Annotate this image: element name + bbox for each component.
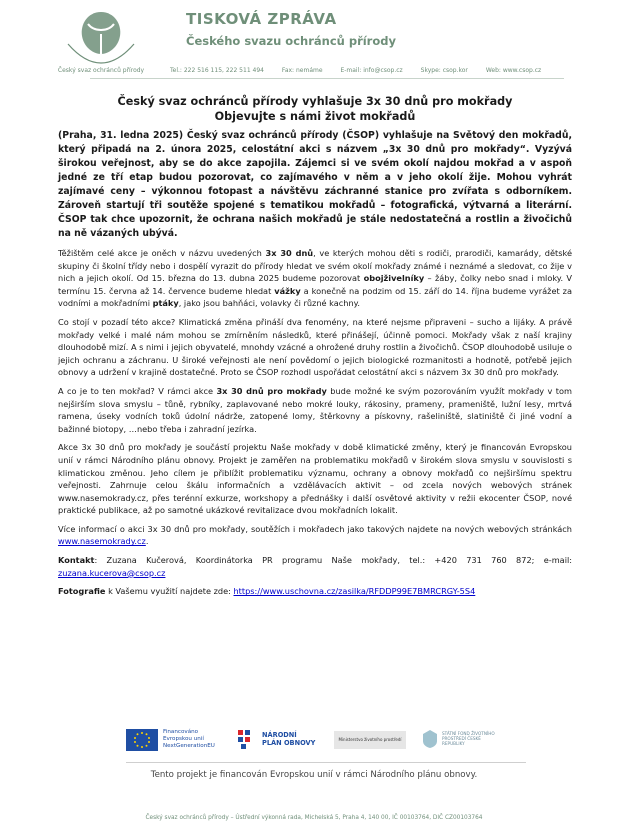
contact-phone: Tel.: 222 516 115, 222 511 494 (170, 67, 264, 74)
paragraph-4: Akce 3x 30 dnů pro mokřady je součástí projektu Naše mokřady v době klimatické změny, který je financován Evropskou unií v rámci Národního plánu obnovy. Projekt je zaměřen na problematiku mokřadů v širokém slova smyslu v souvislosti s klimatickou změnou. Jeho cílem je přiblížit problematiku významu, ochrany a obnovy mokřadů co nejširšímu spektru veřejnosti. Zahrnuje celou škálu informačních a vzdělávacích aktivit – od zcela nových webových stránek www.nasemokrady.cz, přes terénní exkurze, workshopy a přednášky i další osvětové aktivity v režii ekocenter ČSOP, nové praktické publikace, až po samotné ukázkové revitalizace dvou mokřadních lokalit. (58, 442, 572, 516)
article-title-line1: Český svaz ochránců přírody vyhlašuje 3x 30 dnů pro mokřady (117, 95, 513, 108)
bold-span: ptáky (152, 298, 179, 309)
eu-funding-text (163, 729, 215, 750)
paragraph-2: Co stojí v pozadí této akce? Klimatická změna přináší dva fenomény, na které nejsme připraveni – sucho a lijáky. A právě mokřady velké i malé nám mohou se zmírněním následků, které přinášejí, účinně pomoci. Mokřady však z naší krajiny dlouhodobě mizí. A s nimi i jejich obyvatelé, mnohdy vzácné a ohrožené druhy rostlin a živočichů. ČSOP dlouhodobě usiluje o jejich ochranu a záchranu. U široké veřejnosti ale není povědomí o jejich biologické rozmanitosti a hodnotě, potřebě jejich obnovy a udržení v krajině dostatečné. Proto se ČSOP rozhodl uspořádat celostátní akci s názvem 3x 30 dnů pro mokřady. (58, 316, 572, 378)
text-span: , jako jsou bahňáci, volavky či různé kachny. (178, 298, 360, 309)
photo-link[interactable]: https://www.uschovna.cz/zasilka/RFDDP99E7BMRCRGY-5S4 (233, 586, 476, 597)
paragraph-3 (58, 385, 572, 435)
contact-email-link[interactable]: zuzana.kucerova@csop.cz (58, 567, 166, 578)
text-span: Těžištěm celé akce je oněch v názvu uvedených (58, 248, 266, 258)
partner-logos (126, 725, 526, 757)
page-header (0, 0, 628, 80)
mzp-logo: Ministerstvo životního prostředí (334, 731, 406, 749)
contact-paragraph (58, 554, 572, 579)
contact-label: Kontakt (58, 555, 95, 566)
eu-line: Financováno (163, 729, 199, 735)
npo-icon (236, 728, 256, 752)
text-span: . (145, 536, 149, 547)
eu-flag-icon (126, 729, 158, 751)
page-footer: Český svaz ochránců přírody – Ústřední výkonná rada, Michelská 5, Praha 4, 140 00, IČ 00103764, DIČ CZ00103764 (145, 815, 483, 821)
contact-web[interactable]: Web: www.csop.cz (485, 67, 542, 74)
csop-logo-icon (58, 4, 144, 76)
text-span: a konečně na podzim od 15. září do 14. října budeme vyrážet za vodními a mokřadními (58, 285, 572, 309)
text-span: – žáby, čolky nebo snad i mloky. V termínu 15. června až 14. července budeme hledat (58, 273, 572, 296)
header-divider (90, 78, 564, 79)
bold-span: obojživelníky (363, 273, 425, 284)
sfzp-text: STÁTNÍ FOND ŽIVOTNÍHO PROSTŘEDÍ ČESKÉ REPUBLIKY (442, 731, 495, 746)
funding-note: Tento projekt je financován Evropskou unií v rámci Národního plánu obnovy. (150, 770, 478, 780)
header-contacts (170, 67, 557, 74)
bold-span: 3x 30 dnů (265, 248, 314, 258)
article-title (58, 94, 572, 124)
photo-paragraph (58, 585, 572, 598)
paragraph-1 (58, 247, 572, 310)
press-release-title: TISKOVÁ ZPRÁVA (186, 10, 337, 28)
text-span: , ve kterých mohou děti s rodiči, prarodiči, kamarády, dětské skupiny či školní třídy nebo i dospělí vyrazit do přírody hledat ve svém okolí mokřady známé i neznámé a sledovat, co žije v nich a jejich okolí. Od 15. března do 13. dubna 2025 budeme pozorovat (58, 248, 572, 284)
photo-label: Fotografie (58, 586, 106, 597)
article-title-line2: Objevujte s námi život mokřadů (214, 110, 416, 123)
npo-line: PLÁN OBNOVY (262, 739, 316, 747)
press-release-subtitle: Českého svazu ochránců přírody (186, 34, 396, 48)
bold-span: 3x 30 dnů pro mokřady (216, 385, 327, 396)
text-span: A co je to ten mokřad? V rámci akce (58, 385, 217, 396)
contact-email[interactable]: E-mail: info@csop.cz (340, 67, 403, 74)
contact-fax: Fax: nemáme (281, 67, 323, 74)
article-body (58, 94, 572, 598)
lead-paragraph: (Praha, 31. ledna 2025) Český svaz ochránců přírody (ČSOP) vyhlašuje na Světový den mokřadů, který připadá na 2. února 2025, celostátní akci s názvem „3x 30 dnů pro mokřady“. Vyzývá širokou veřejnost, aby se do akce zapojila. Zájemci si ve svém okolí najdou mokřad a v aspoň jedné ze tří etap budou pozorovat, co zajímavého v něm a v jeho okolí žije. Mohou vyhrát zajímavé ceny – výkonnou fotopast a návštěvu záchranné stanice pro zvířata s odborníkem. Zároveň startují tři soutěže spojené s tematikou mokřadů – fotografická, výtvarná a literární. ČSOP tak chce upozornit, že ochrana našich mokřadů je stále nedostatečná a rostlin a živočichů na ně vázaných ubývá. (58, 130, 572, 239)
logo-text: Český svaz ochránců přírody (58, 67, 144, 74)
photo-text: k Vašemu využití najdete zde: (105, 586, 234, 597)
logos-divider (126, 762, 526, 763)
paragraph-5 (58, 523, 572, 548)
contact-skype: Skype: csop.kor (420, 67, 468, 74)
eu-line: Evropskou unií (163, 736, 204, 742)
contact-text: : Zuzana Kučerová, Koordinátorka PR programu Naše mokřady, tel.: +420 731 760 872; e-mail: (94, 555, 572, 566)
npo-line: NÁRODNÍ (262, 731, 297, 739)
eu-line: NextGenerationEU (163, 743, 215, 749)
sfzp-icon (422, 729, 438, 749)
text-span: bude možné ke svým pozorováním využít mokřady v tom nejširším slova smyslu – tůně, rybníky, zaplavované nebo mokré louky, rákosiny, prameny, prameniště, lužní lesy, mrtvá ramena, úseky vodních toků údolní nádrže, zatopené lomy, štěrkovny a pískovny, rašeliniště, slatiniště či jiné vodní a bažinné biotopy, …nebo třeba i zahradní jezírka. (58, 385, 572, 434)
text-span: Více informací o akci 3x 30 dnů pro mokřady, soutěžích i mokřadech jako takových najdete na nových webových stránkách (58, 523, 572, 534)
npo-text (262, 731, 315, 747)
nasemokrady-link[interactable]: www.nasemokrady.cz (58, 536, 146, 547)
bold-span: vážky (274, 285, 301, 296)
